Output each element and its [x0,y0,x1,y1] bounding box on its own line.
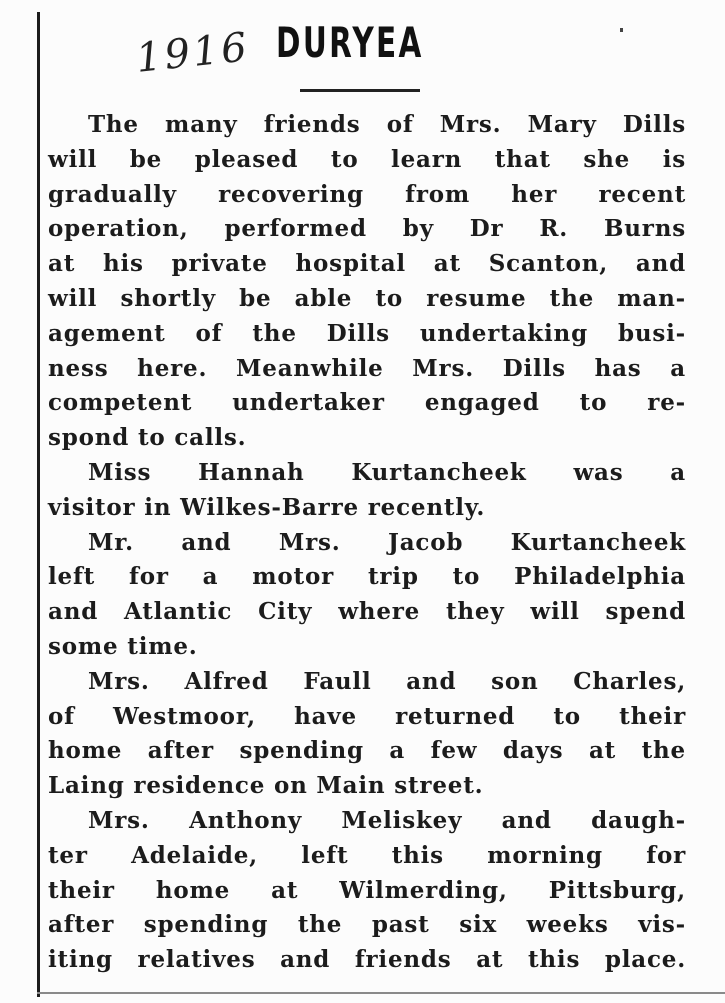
speck [620,28,623,32]
text-line: iting relatives and friends at this place. [48,946,686,974]
paragraph-faull [48,665,686,804]
text-line: Laing residence on Main street. [48,772,484,800]
text-line: spond to calls. [48,424,247,452]
handwritten-year: 1916 [133,24,252,82]
text-line: after spending the past six weeks vis- [48,911,686,939]
paragraph-kurtancheek-visit [48,456,686,526]
paragraph-meliskey [48,804,686,978]
paragraph-motor-trip [48,526,686,665]
text-line: visitor in Wilkes-Barre recently. [48,493,486,521]
text-line: at his private hospital at Scanton, and [48,250,686,278]
text-line: some time. [48,632,198,660]
text-line: ness here. Meanwhile Mrs. Dills has a [48,354,686,382]
text-line: Mrs. Anthony Meliskey and daugh- [88,806,686,834]
text-line: The many friends of Mrs. Mary Dills [88,111,686,138]
text-line: will be pleased to learn that she is [48,145,686,173]
text-line: agement of the Dills undertaking busi- [48,319,686,347]
bottom-edge [37,992,725,994]
text-line: operation, performed by Dr R. Burns [48,215,686,243]
article-body [48,108,686,978]
text-line: ter Adelaide, left this morning for [48,841,686,869]
headline-rule [300,89,420,92]
text-line: competent undertaker engaged to re- [48,389,686,417]
paragraph-dills [48,108,686,456]
text-line: Mrs. Alfred Faull and son Charles, [88,667,686,695]
text-line: and Atlantic City where they will spend [48,598,686,626]
text-line: left for a motor trip to Philadelphia [48,563,686,591]
text-line: of Westmoor, have returned to their [48,702,686,730]
text-line: will shortly be able to resume the man- [48,284,686,312]
text-line: their home at Wilmerding, Pittsburg, [48,876,686,904]
text-line: Mr. and Mrs. Jacob Kurtancheek [88,528,686,556]
headline: DURYEA [276,18,424,67]
text-line: home after spending a few days at the [48,737,686,765]
column-rule [37,12,40,997]
text-line: gradually recovering from her recent [48,180,686,208]
text-line: Miss Hannah Kurtancheek was a [88,458,686,486]
